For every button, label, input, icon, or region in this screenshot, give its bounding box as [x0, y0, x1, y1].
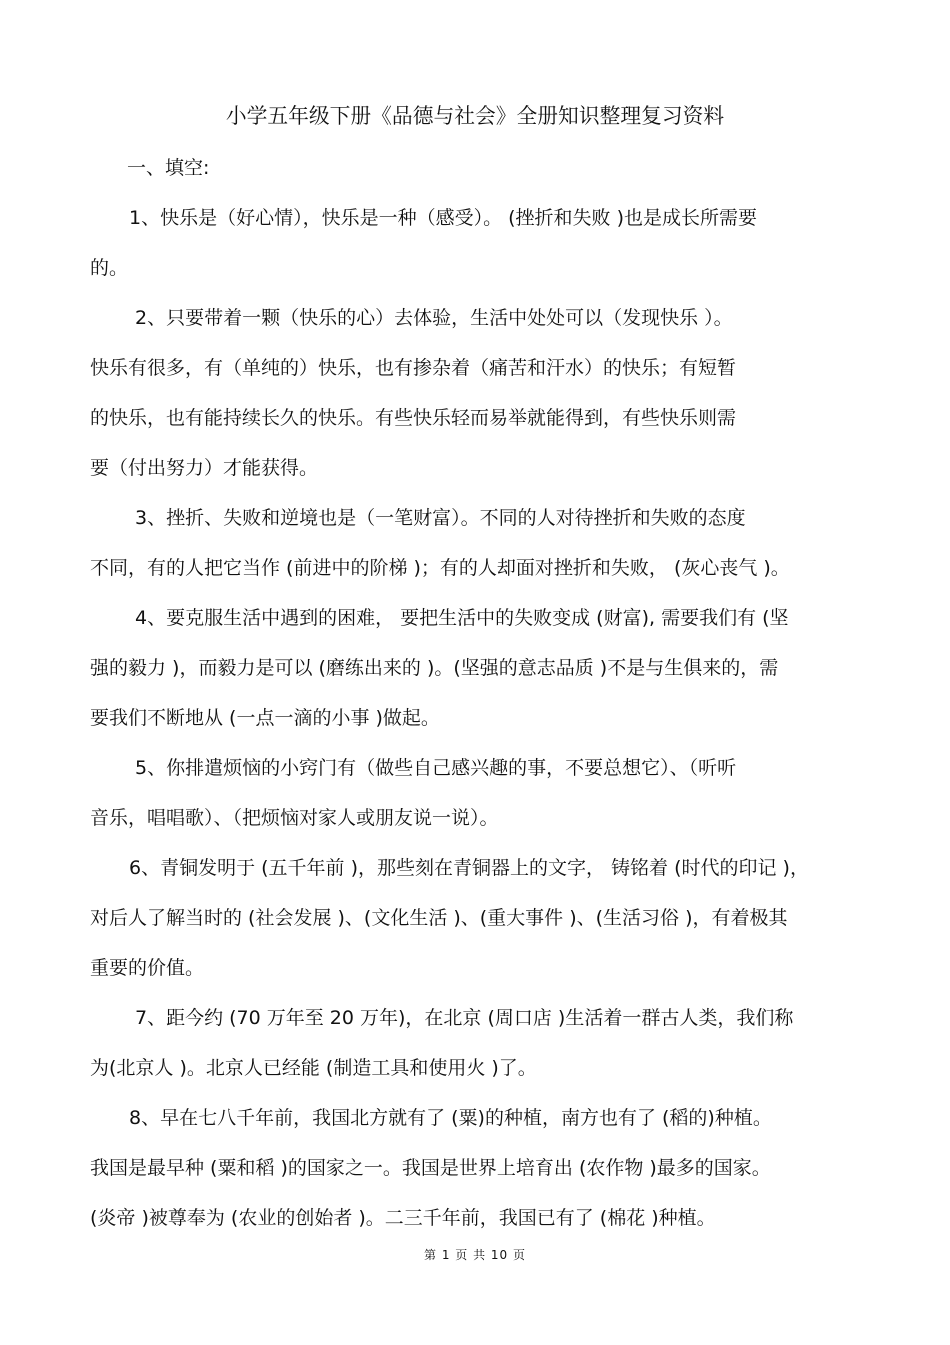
text-line: 3、挫折、失败和逆境也是（一笔财富）。不同的人对待挫折和失败的态度: [135, 507, 746, 529]
page-number-footer: 第 1 页 共 10 页: [424, 1248, 526, 1262]
text-line: 快乐有很多，有（单纯的）快乐，也有掺杂着（痛苦和汗水）的快乐；有短暂: [90, 357, 737, 379]
text-line: 1、快乐是（好心情），快乐是一种（感受）。 (挫折和失败 )也是成长所需要: [129, 207, 757, 229]
text-line: 的快乐，也有能持续长久的快乐。有些快乐轻而易举就能得到，有些快乐则需: [90, 407, 737, 429]
text-line: 8、早在七八千年前，我国北方就有了 (粟)的种植，南方也有了 (稻的)种植。: [129, 1107, 772, 1129]
text-line: 不同，有的人把它当作 (前进中的阶梯 )；有的人却面对挫折和失败， (灰心丧气 )。: [90, 557, 790, 579]
text-line: 为(北京人 )。北京人已经能 (制造工具和使用火 )了。: [90, 1057, 537, 1079]
text-line: 强的毅力 )，而毅力是可以 (磨练出来的 )。(坚强的意志品质 )不是与生俱来的，需: [90, 657, 779, 679]
text-line: 5、你排遣烦恼的小窍门有（做些自己感兴趣的事，不要总想它）、（听听: [135, 757, 737, 779]
text-line: 要我们不断地从 (一点一滴的小事 )做起。: [90, 707, 440, 729]
text-line: 的。: [90, 257, 129, 279]
section-heading: 一、填空:: [127, 157, 210, 179]
document-title: 小学五年级下册《品德与社会》全册知识整理复习资料: [225, 104, 725, 128]
text-line: 要（付出努力）才能获得。: [90, 457, 319, 479]
text-line: 4、要克服生活中遇到的困难， 要把生活中的失败变成 (财富), 需要我们有 (坚: [135, 607, 789, 629]
text-line: 7、距今约 (70 万年至 20 万年)，在北京 (周口店 )生活着一群古人类，我们称: [135, 1007, 794, 1029]
text-line: 6、青铜发明于 (五千年前 )，那些刻在青铜器上的文字， 铸铭着 (时代的印记 )，: [129, 857, 809, 879]
text-line: (炎帝 )被尊奉为 (农业的创始者 )。二三千年前，我国已有了 (棉花 )种植。: [90, 1207, 716, 1229]
text-line: 2、只要带着一颗（快乐的心）去体验，生活中处处可以（发现快乐 ）。: [135, 307, 733, 329]
text-line: 音乐，唱唱歌）、（把烦恼对家人或朋友说一说）。: [90, 807, 499, 829]
text-line: 重要的价值。: [90, 957, 205, 979]
text-line: 我国是最早种 (粟和稻 )的国家之一。我国是世界上培育出 (农作物 )最多的国家。: [90, 1157, 771, 1179]
text-line: 对后人了解当时的 (社会发展 )、(文化生活 )、(重大事件 )、(生活习俗 )，有着极其: [90, 907, 788, 929]
